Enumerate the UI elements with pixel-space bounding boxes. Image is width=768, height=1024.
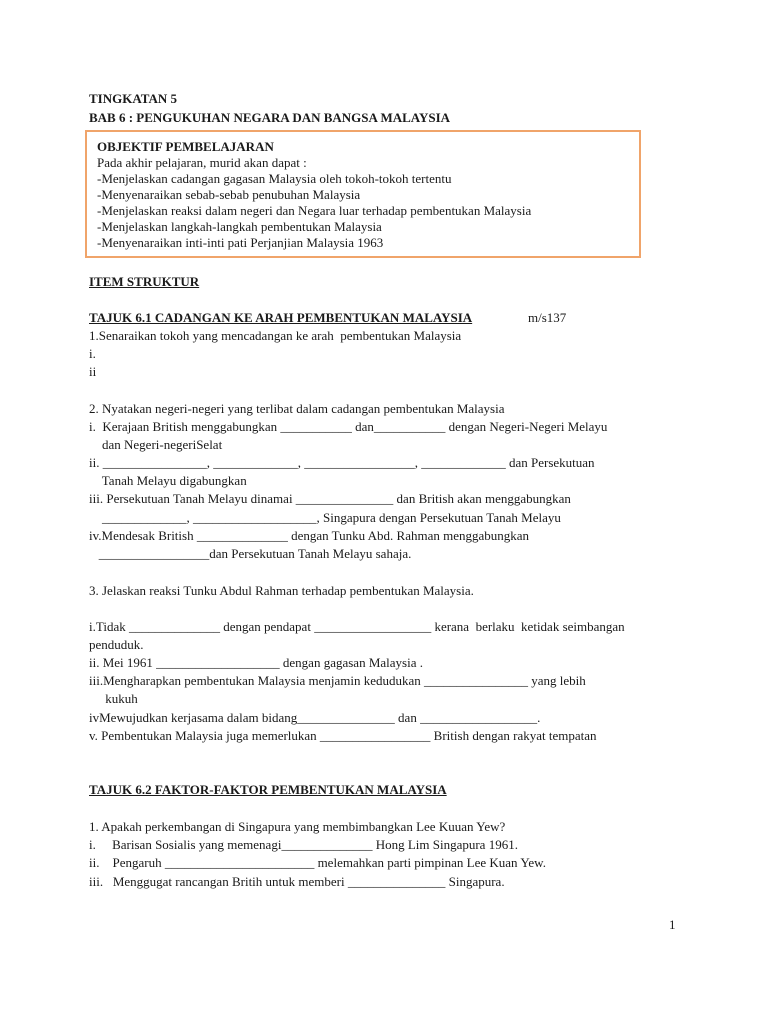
q2-line: _________________dan Persekutuan Tanah Melayu sahaja. [89, 546, 412, 561]
q3-line: penduduk. [89, 637, 144, 652]
objective-item: -Menyenaraikan inti-inti pati Perjanjian Malaysia 1963 [97, 235, 384, 250]
objective-box [85, 130, 641, 258]
q3-line: kukuh [89, 691, 138, 706]
q1-answer-i: i. [89, 346, 96, 361]
q2-question: 2. Nyatakan negeri-negeri yang terlibat dalam cadangan pembentukan Malaysia [89, 401, 505, 416]
page-number: 1 [669, 917, 676, 932]
q3-line: ii. Mei 1961 ___________________ dengan gagasan Malaysia . [89, 655, 423, 670]
q4-line: i. Barisan Sosialis yang memenagi______________ Hong Lim Singapura 1961. [89, 837, 518, 852]
q2-line: i. Kerajaan British menggabungkan ___________ dan___________ dengan Negeri-Negeri Melayu [89, 419, 608, 434]
q3-line: iii.Mengharapkan pembentukan Malaysia menjamin kedudukan ________________ yang lebih [89, 673, 586, 688]
q3-question: 3. Jelaskan reaksi Tunku Abdul Rahman terhadap pembentukan Malaysia. [89, 583, 474, 598]
objective-item: -Menjelaskan cadangan gagasan Malaysia oleh tokoh-tokoh tertentu [97, 171, 452, 186]
q2-line: iii. Persekutuan Tanah Melayu dinamai _______________ dan British akan menggabungkan [89, 491, 571, 506]
q2-line: iv.Mendesak British ______________ dengan Tunku Abd. Rahman menggabungkan [89, 528, 530, 543]
q2-line: Tanah Melayu digabungkan [89, 473, 247, 488]
objective-title: OBJEKTIF PEMBELAJARAN [97, 139, 274, 154]
q1-answer-ii: ii [89, 364, 97, 379]
q2-line: dan Negeri-negeriSelat [89, 437, 223, 452]
objective-intro: Pada akhir pelajaran, murid akan dapat : [97, 155, 307, 170]
q2-line: ii. ________________, _____________, _________________, _____________ dan Persekutuan [89, 455, 595, 470]
topic2-title: TAJUK 6.2 FAKTOR-FAKTOR PEMBENTUKAN MALAYSIA [89, 782, 447, 797]
objective-item: -Menjelaskan langkah-langkah pembentukan Malaysia [97, 219, 382, 234]
topic1-page-ref: m/s137 [528, 310, 567, 325]
objective-item: -Menyenaraikan sebab-sebab penubuhan Malaysia [97, 187, 361, 202]
q4-question: 1. Apakah perkembangan di Singapura yang membimbangkan Lee Kuuan Yew? [89, 819, 506, 834]
topic1-title: TAJUK 6.1 CADANGAN KE ARAH PEMBENTUKAN MALAYSIA [89, 310, 473, 325]
q1-question: 1.Senaraikan tokoh yang mencadangan ke arah pembentukan Malaysia [89, 328, 462, 343]
q3-line: ivMewujudkan kerjasama dalam bidang_______________ dan __________________. [89, 710, 541, 725]
section-heading: ITEM STRUKTUR [89, 274, 200, 289]
level-heading: TINGKATAN 5 [89, 91, 177, 106]
q2-line: _____________, ___________________, Singapura dengan Persekutuan Tanah Melayu [89, 510, 561, 525]
q4-line: iii. Menggugat rancangan Britih untuk memberi _______________ Singapura. [89, 874, 505, 889]
chapter-heading: BAB 6 : PENGUKUHAN NEGARA DAN BANGSA MALAYSIA [89, 110, 451, 125]
objective-item: -Menjelaskan reaksi dalam negeri dan Negara luar terhadap pembentukan Malaysia [97, 203, 532, 218]
q3-line: i.Tidak ______________ dengan pendapat __________________ kerana berlaku ketidak seimbangan [89, 619, 625, 634]
q3-line: v. Pembentukan Malaysia juga memerlukan _________________ British dengan rakyat tempatan [89, 728, 597, 743]
q4-line: ii. Pengaruh _______________________ melemahkan parti pimpinan Lee Kuan Yew. [89, 855, 546, 870]
